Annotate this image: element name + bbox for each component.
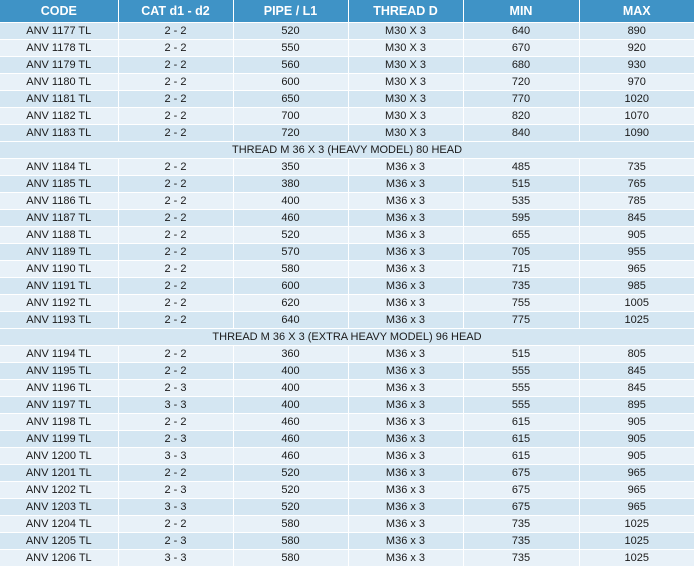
cell-min: 615: [463, 431, 579, 448]
cell-code: ANV 1178 TL: [0, 40, 118, 57]
cell-thread: M30 X 3: [348, 91, 463, 108]
table-row: [0, 499, 694, 516]
cell-code: ANV 1182 TL: [0, 108, 118, 125]
cell-min: 535: [463, 193, 579, 210]
cell-max: 920: [579, 40, 694, 57]
cell-min: 615: [463, 448, 579, 465]
cell-code: ANV 1197 TL: [0, 397, 118, 414]
header-pipe: PIPE / L1: [233, 0, 348, 23]
cell-code: ANV 1202 TL: [0, 482, 118, 499]
cell-pipe: 600: [233, 74, 348, 91]
table-row: [0, 312, 694, 329]
cell-pipe: 400: [233, 193, 348, 210]
cell-pipe: 580: [233, 516, 348, 533]
cell-pipe: 650: [233, 91, 348, 108]
cell-cat: 2 - 2: [118, 244, 233, 261]
cell-thread: M36 x 3: [348, 244, 463, 261]
cell-max: 1090: [579, 125, 694, 142]
cell-max: 1025: [579, 550, 694, 567]
cell-min: 675: [463, 499, 579, 516]
cell-code: ANV 1199 TL: [0, 431, 118, 448]
cell-min: 670: [463, 40, 579, 57]
table-row: [0, 261, 694, 278]
section-title: THREAD M 36 X 3 (HEAVY MODEL) 80 HEAD: [0, 142, 694, 159]
cell-code: ANV 1190 TL: [0, 261, 118, 278]
cell-code: ANV 1204 TL: [0, 516, 118, 533]
cell-max: 905: [579, 414, 694, 431]
cell-thread: M36 x 3: [348, 261, 463, 278]
cell-cat: 2 - 2: [118, 516, 233, 533]
cell-pipe: 520: [233, 227, 348, 244]
cell-thread: M36 x 3: [348, 431, 463, 448]
cell-max: 785: [579, 193, 694, 210]
table-row: [0, 295, 694, 312]
table-row: [0, 448, 694, 465]
cell-thread: M30 X 3: [348, 74, 463, 91]
cell-thread: M36 x 3: [348, 448, 463, 465]
cell-code: ANV 1186 TL: [0, 193, 118, 210]
table-row: [0, 227, 694, 244]
cell-code: ANV 1203 TL: [0, 499, 118, 516]
cell-code: ANV 1191 TL: [0, 278, 118, 295]
table-row: [0, 159, 694, 176]
table-row: [0, 397, 694, 414]
cell-cat: 2 - 2: [118, 210, 233, 227]
table-row: [0, 465, 694, 482]
cell-min: 615: [463, 414, 579, 431]
table-row: [0, 210, 694, 227]
cell-max: 735: [579, 159, 694, 176]
cell-pipe: 550: [233, 40, 348, 57]
cell-min: 720: [463, 74, 579, 91]
header-row: [0, 0, 694, 23]
table-row: [0, 108, 694, 125]
header-max: MAX: [579, 0, 694, 23]
header-code: CODE: [0, 0, 118, 23]
cell-code: ANV 1181 TL: [0, 91, 118, 108]
cell-code: ANV 1184 TL: [0, 159, 118, 176]
cell-min: 840: [463, 125, 579, 142]
cell-max: 805: [579, 346, 694, 363]
cell-thread: M36 x 3: [348, 312, 463, 329]
cell-min: 655: [463, 227, 579, 244]
cell-pipe: 400: [233, 397, 348, 414]
cell-max: 895: [579, 397, 694, 414]
cell-max: 765: [579, 176, 694, 193]
cell-cat: 2 - 2: [118, 363, 233, 380]
cell-min: 680: [463, 57, 579, 74]
cell-thread: M36 x 3: [348, 295, 463, 312]
cell-cat: 2 - 2: [118, 346, 233, 363]
cell-cat: 3 - 3: [118, 499, 233, 516]
cell-code: ANV 1198 TL: [0, 414, 118, 431]
cell-code: ANV 1180 TL: [0, 74, 118, 91]
cell-min: 715: [463, 261, 579, 278]
cell-cat: 2 - 3: [118, 533, 233, 550]
cell-code: ANV 1196 TL: [0, 380, 118, 397]
cell-cat: 2 - 2: [118, 125, 233, 142]
cell-cat: 3 - 3: [118, 448, 233, 465]
cell-thread: M36 x 3: [348, 176, 463, 193]
cell-max: 905: [579, 431, 694, 448]
cell-max: 1070: [579, 108, 694, 125]
cell-code: ANV 1206 TL: [0, 550, 118, 567]
cell-cat: 2 - 3: [118, 482, 233, 499]
cell-thread: M36 x 3: [348, 499, 463, 516]
header-min: MIN: [463, 0, 579, 23]
cell-min: 595: [463, 210, 579, 227]
cell-thread: M36 x 3: [348, 482, 463, 499]
cell-code: ANV 1205 TL: [0, 533, 118, 550]
table-row: [0, 278, 694, 295]
cell-thread: M36 x 3: [348, 210, 463, 227]
cell-thread: M36 x 3: [348, 193, 463, 210]
table-row: [0, 516, 694, 533]
cell-cat: 2 - 2: [118, 74, 233, 91]
cell-min: 775: [463, 312, 579, 329]
cell-code: ANV 1192 TL: [0, 295, 118, 312]
cell-thread: M36 x 3: [348, 227, 463, 244]
cell-pipe: 700: [233, 108, 348, 125]
cell-max: 930: [579, 57, 694, 74]
cell-min: 515: [463, 346, 579, 363]
header-thread: THREAD D: [348, 0, 463, 23]
cell-min: 555: [463, 363, 579, 380]
cell-max: 965: [579, 261, 694, 278]
cell-cat: 2 - 2: [118, 227, 233, 244]
cell-min: 735: [463, 278, 579, 295]
cell-thread: M36 x 3: [348, 397, 463, 414]
table-row: [0, 363, 694, 380]
cell-min: 485: [463, 159, 579, 176]
table-row: [0, 482, 694, 499]
table-row: [0, 193, 694, 210]
cell-max: 845: [579, 380, 694, 397]
cell-thread: M30 X 3: [348, 40, 463, 57]
cell-thread: M30 X 3: [348, 108, 463, 125]
cell-thread: M36 x 3: [348, 159, 463, 176]
cell-max: 845: [579, 210, 694, 227]
cell-pipe: 520: [233, 499, 348, 516]
cell-max: 890: [579, 23, 694, 40]
table-row: [0, 40, 694, 57]
table-row: [0, 550, 694, 567]
cell-cat: 3 - 3: [118, 550, 233, 567]
cell-min: 770: [463, 91, 579, 108]
cell-code: ANV 1183 TL: [0, 125, 118, 142]
cell-max: 905: [579, 227, 694, 244]
table-body: [0, 23, 694, 567]
cell-thread: M30 X 3: [348, 23, 463, 40]
cell-max: 1025: [579, 533, 694, 550]
table-row: [0, 23, 694, 40]
cell-pipe: 400: [233, 380, 348, 397]
cell-pipe: 620: [233, 295, 348, 312]
table-row: [0, 125, 694, 142]
cell-min: 755: [463, 295, 579, 312]
cell-cat: 2 - 2: [118, 159, 233, 176]
cell-thread: M36 x 3: [348, 550, 463, 567]
section-title: THREAD M 36 X 3 (EXTRA HEAVY MODEL) 96 HEAD: [0, 329, 694, 346]
cell-min: 675: [463, 482, 579, 499]
table-row: [0, 244, 694, 261]
cell-cat: 2 - 2: [118, 193, 233, 210]
cell-min: 735: [463, 550, 579, 567]
cell-min: 705: [463, 244, 579, 261]
cell-pipe: 460: [233, 448, 348, 465]
cell-cat: 2 - 2: [118, 176, 233, 193]
cell-code: ANV 1179 TL: [0, 57, 118, 74]
cell-code: ANV 1189 TL: [0, 244, 118, 261]
cell-thread: M36 x 3: [348, 465, 463, 482]
cell-pipe: 520: [233, 23, 348, 40]
cell-min: 735: [463, 533, 579, 550]
cell-pipe: 720: [233, 125, 348, 142]
cell-min: 640: [463, 23, 579, 40]
cell-max: 1025: [579, 312, 694, 329]
cell-min: 555: [463, 380, 579, 397]
cell-pipe: 350: [233, 159, 348, 176]
cell-code: ANV 1177 TL: [0, 23, 118, 40]
table-row: [0, 380, 694, 397]
cell-thread: M36 x 3: [348, 278, 463, 295]
table-row: [0, 346, 694, 363]
cell-pipe: 640: [233, 312, 348, 329]
cell-min: 735: [463, 516, 579, 533]
cell-pipe: 600: [233, 278, 348, 295]
cell-thread: M36 x 3: [348, 414, 463, 431]
cell-thread: M36 x 3: [348, 363, 463, 380]
section-row: [0, 142, 694, 159]
cell-cat: 2 - 2: [118, 261, 233, 278]
cell-pipe: 400: [233, 363, 348, 380]
cell-pipe: 520: [233, 482, 348, 499]
cell-thread: M36 x 3: [348, 380, 463, 397]
table-row: [0, 414, 694, 431]
cell-pipe: 520: [233, 465, 348, 482]
cell-code: ANV 1201 TL: [0, 465, 118, 482]
cell-code: ANV 1200 TL: [0, 448, 118, 465]
cell-max: 955: [579, 244, 694, 261]
cell-min: 820: [463, 108, 579, 125]
cell-cat: 2 - 2: [118, 295, 233, 312]
cell-cat: 2 - 2: [118, 108, 233, 125]
cell-thread: M36 x 3: [348, 533, 463, 550]
cell-max: 905: [579, 448, 694, 465]
table-row: [0, 431, 694, 448]
cell-code: ANV 1193 TL: [0, 312, 118, 329]
cell-pipe: 460: [233, 414, 348, 431]
cell-thread: M36 x 3: [348, 516, 463, 533]
table-row: [0, 91, 694, 108]
cell-code: ANV 1194 TL: [0, 346, 118, 363]
cell-min: 675: [463, 465, 579, 482]
cell-cat: 2 - 2: [118, 278, 233, 295]
cell-code: ANV 1195 TL: [0, 363, 118, 380]
table-row: [0, 176, 694, 193]
cell-pipe: 580: [233, 533, 348, 550]
table-row: [0, 74, 694, 91]
cell-min: 515: [463, 176, 579, 193]
cell-max: 965: [579, 465, 694, 482]
cell-thread: M36 x 3: [348, 346, 463, 363]
cell-thread: M30 X 3: [348, 125, 463, 142]
cell-max: 985: [579, 278, 694, 295]
cell-pipe: 380: [233, 176, 348, 193]
cell-pipe: 460: [233, 431, 348, 448]
cell-code: ANV 1187 TL: [0, 210, 118, 227]
cell-cat: 2 - 2: [118, 57, 233, 74]
cell-pipe: 580: [233, 261, 348, 278]
cell-thread: M30 X 3: [348, 57, 463, 74]
cell-max: 970: [579, 74, 694, 91]
cell-cat: 2 - 2: [118, 23, 233, 40]
cell-pipe: 460: [233, 210, 348, 227]
cell-min: 555: [463, 397, 579, 414]
cell-max: 1005: [579, 295, 694, 312]
cell-code: ANV 1188 TL: [0, 227, 118, 244]
section-row: [0, 329, 694, 346]
cell-pipe: 360: [233, 346, 348, 363]
cell-pipe: 580: [233, 550, 348, 567]
cell-max: 845: [579, 363, 694, 380]
cell-cat: 2 - 2: [118, 40, 233, 57]
cell-cat: 2 - 2: [118, 414, 233, 431]
cell-max: 1025: [579, 516, 694, 533]
cell-pipe: 570: [233, 244, 348, 261]
cell-max: 1020: [579, 91, 694, 108]
cell-cat: 2 - 3: [118, 431, 233, 448]
cell-cat: 2 - 2: [118, 465, 233, 482]
table-row: [0, 533, 694, 550]
cell-cat: 2 - 3: [118, 380, 233, 397]
cell-cat: 2 - 2: [118, 312, 233, 329]
header-cat: CAT d1 - d2: [118, 0, 233, 23]
cell-cat: 2 - 2: [118, 91, 233, 108]
cell-max: 965: [579, 482, 694, 499]
cell-max: 965: [579, 499, 694, 516]
table-row: [0, 57, 694, 74]
cell-cat: 3 - 3: [118, 397, 233, 414]
cell-code: ANV 1185 TL: [0, 176, 118, 193]
cell-pipe: 560: [233, 57, 348, 74]
